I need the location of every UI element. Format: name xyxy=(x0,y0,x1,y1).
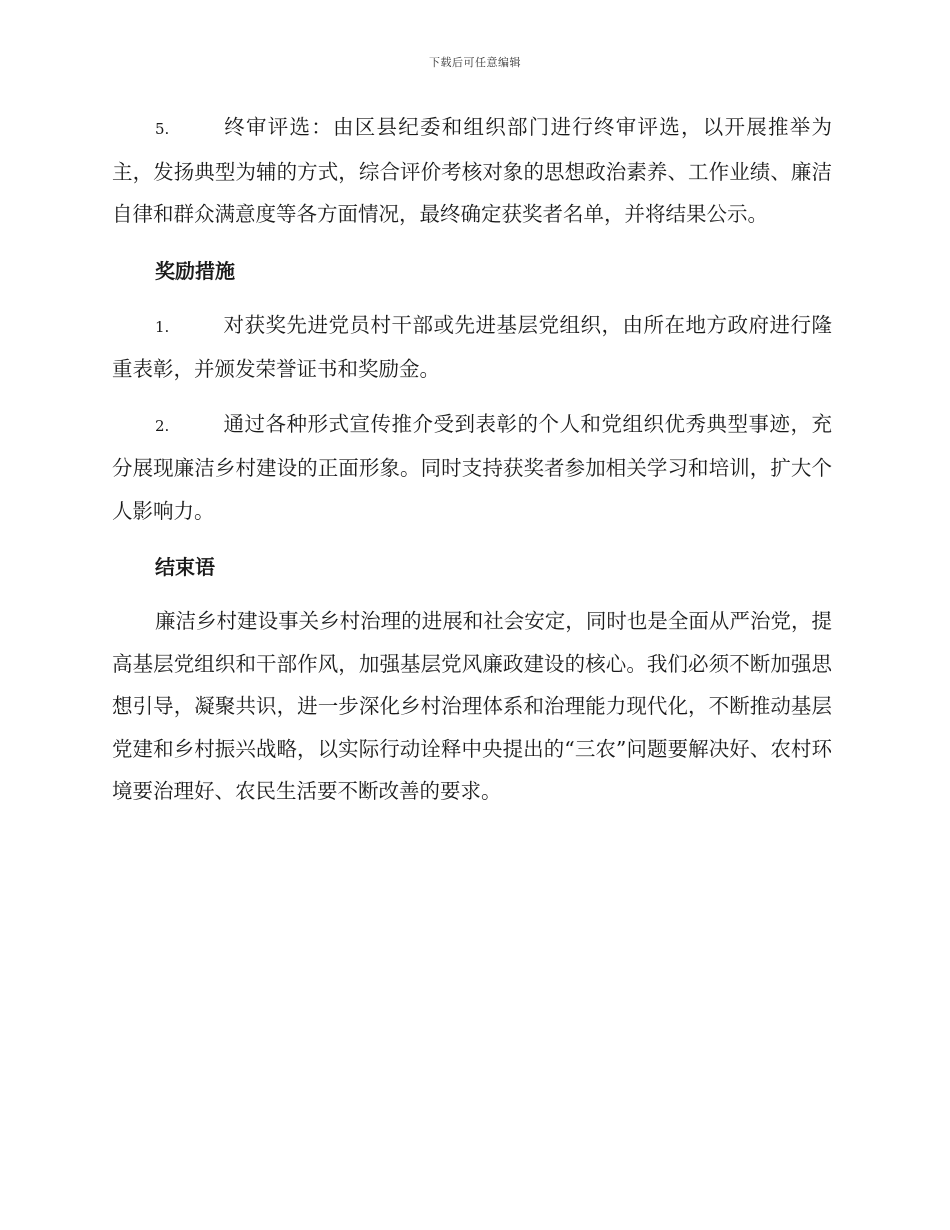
conclusion-paragraph: 廉洁乡村建设事关乡村治理的进展和社会安定，同时也是全面从严治党，提高基层党组织和干部作风，加强基层党风廉政建设的核心。我们必须不断加强思想引导，凝聚共识，进一步深化乡村治理体系和治理能力现代化，不断推动基层党建和乡村振兴战略，以实际行动诠释中央提出的“三农”问题要解决好、农村环境要治理好、农民生活要不断改善的要求。 xyxy=(112,609,832,803)
list-item-reward-1 xyxy=(112,304,832,391)
document-body xyxy=(112,106,832,813)
list-item-reward-2 xyxy=(112,403,832,533)
list-number: 2. xyxy=(155,416,170,435)
list-item-text: 终审评选：由区县纪委和组织部门进行终审评选，以开展推举为主，发扬典型为辅的方式，综合评价考核对象的思想政治素养、工作业绩、廉洁自律和群众满意度等各方面情况，最终确定获奖者名单，并将结果公示。 xyxy=(112,115,832,226)
list-item-text: 通过各种形式宣传推介受到表彰的个人和党组织优秀典型事迹，充分展现廉洁乡村建设的正面形象。同时支持获奖者参加相关学习和培训，扩大个人影响力。 xyxy=(112,411,832,523)
list-number: 1. xyxy=(155,317,170,336)
section-title-conclusion: 结束语 xyxy=(155,555,215,579)
list-item-final-review xyxy=(112,106,832,236)
section-title-rewards: 奖励措施 xyxy=(155,258,235,283)
list-number: 5. xyxy=(155,120,170,138)
page-header: 下载后可任意编辑 xyxy=(429,56,521,69)
list-item-text: 对获奖先进党员村干部或先进基层党组织，由所在地方政府进行隆重表彰，并颁发荣誉证书和奖励金。 xyxy=(112,312,832,381)
